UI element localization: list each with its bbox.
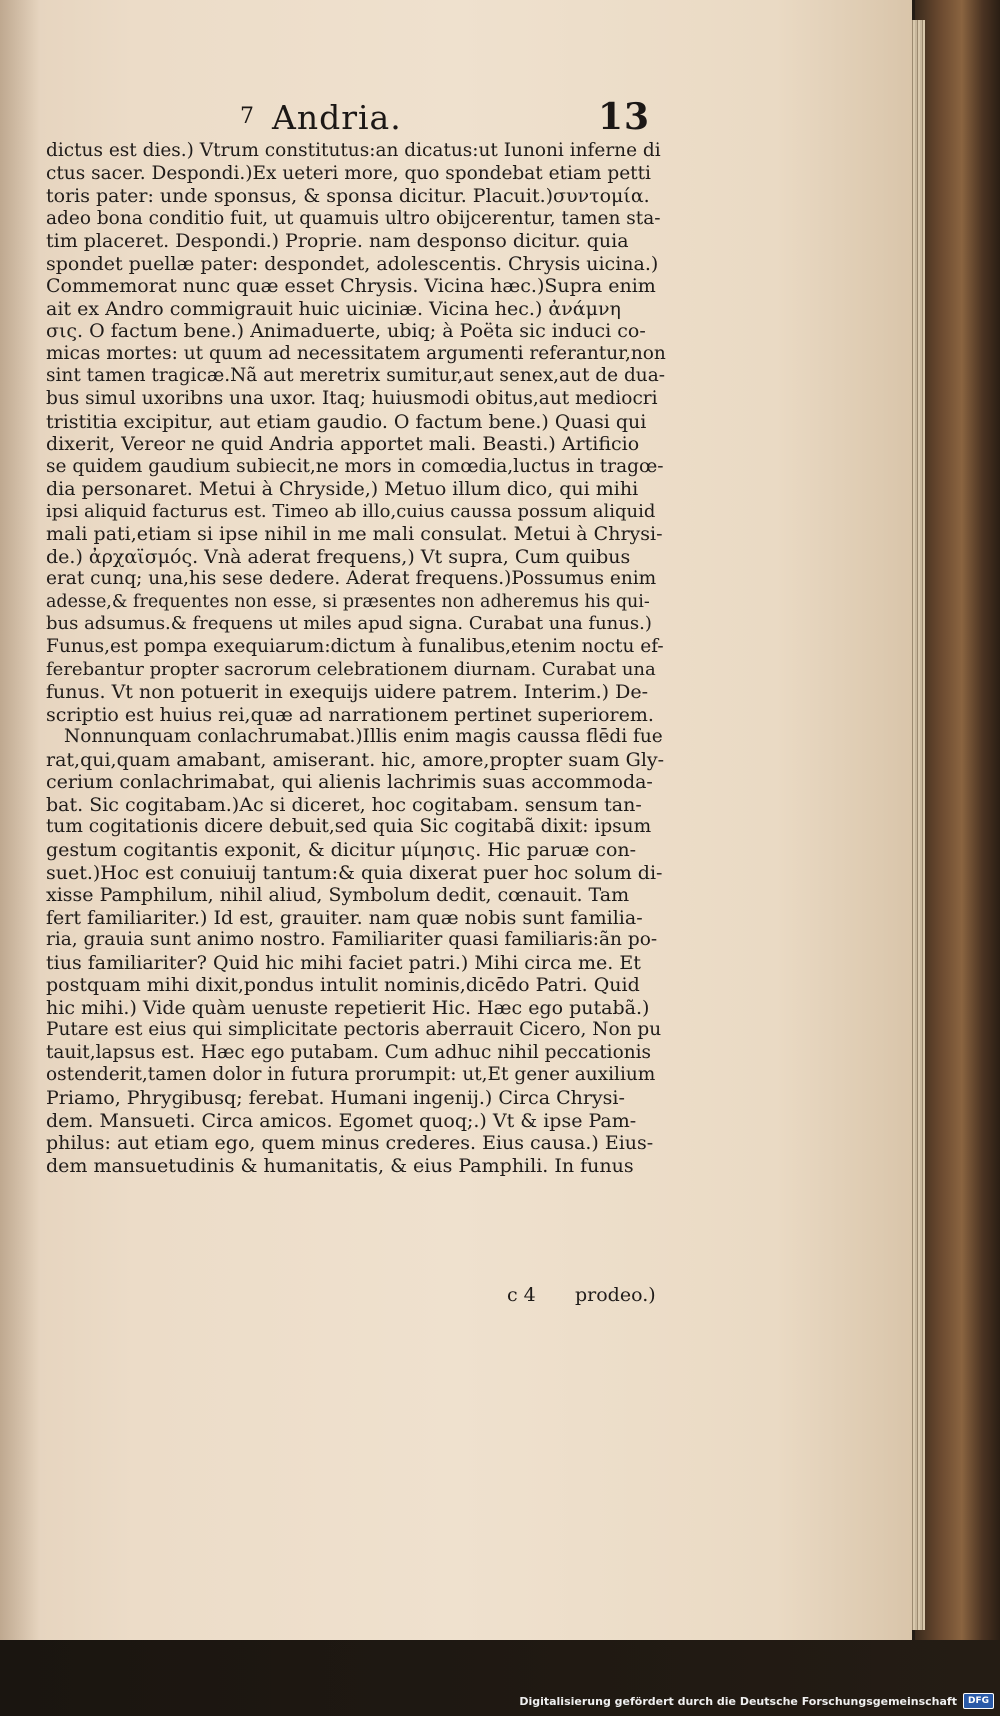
text-line: dem mansuetudinis & humanitatis, & eius Pamphili. In funus [46,1154,634,1177]
text-line: micas mortes: ut quum ad necessitatem argumenti referantur,non [46,342,666,364]
text-line: rat,qui,quam amabant, amiserant. hic, amore,propter suam Gly- [46,748,665,771]
text-line: bat. Sic cogitabam.)Ac si diceret, hoc cogitabam. sensum tan- [46,793,642,816]
text-line: cerium conlachrimabat, qui alienis lachrimis suas accommoda- [46,771,653,794]
text-line: tim placeret. Despondi.) Proprie. nam desponso dicitur. quia [46,230,629,253]
text-line: Funus,est pompa exequiarum:dictum à funalibus,etenim noctu ef- [46,636,664,658]
text-line: postquam mihi dixit,pondus intulit nominis,dicēdo Patri. Quid [46,974,640,997]
text-line: hic mihi.) Vide quàm uenuste repetierit Hic. Hæc ego putabã.) [46,996,650,1019]
text-line: σις. O factum bene.) Animaduerte, ubiq; à Poëta sic induci co- [46,320,646,343]
catchword: prodeo.) [575,1284,656,1306]
book-spine [915,0,1000,1640]
text-line: tius familiariter? Quid hic mihi faciet patri.) Mihi circa me. Et [46,951,641,974]
text-line: fert familiariter.) Id est, grauiter. nam quæ nobis sunt familia- [46,906,643,929]
text-line: ctus sacer. Despondi.)Ex ueteri more, quo spondebat etiam petti [46,162,651,184]
text-line: funus. Vt non potuerit in exequijs uidere patrem. Interim.) De- [46,681,649,704]
text-line: dixerit, Vereor ne quid Andria apportet mali. Beasti.) Artificio [46,433,640,456]
text-line: Commemorat nunc quæ esset Chrysis. Vicina hæc.)Supra enim [46,275,656,298]
text-line: ipsi aliquid facturus est. Timeo ab illo,cuius caussa possum aliquid [46,500,656,522]
text-line: philus: aut etiam ego, quem minus crederes. Eius causa.) Eius- [46,1132,654,1155]
text-line: Nonnunquam conlachrumabat.)Illis enim magis caussa flēdi fue [64,726,663,748]
text-line: bus simul uxoribns una uxor. Itaq; huiusmodi obitus,aut mediocri [46,388,658,410]
text-line: bus adsumus.& frequens ut miles apud signa. Curabat una funus.) [46,613,652,635]
text-line: ferebantur propter sacrorum celebrationem diurnam. Curabat una [46,658,656,680]
text-line: suet.)Hoc est conuiuij tantum:& quia dixerat puer hoc solum di- [46,861,663,884]
text-line: sint tamen tragicæ.Nã aut meretrix sumitur,aut senex,aut de dua- [46,365,665,387]
header-mark: 7 [240,104,255,129]
text-line: ostenderit,tamen dolor in futura prorumpit: ut,Et gener auxilium [46,1064,656,1086]
text-line: gestum cogitantis exponit, & dicitur μίμησις. Hic paruæ con- [46,838,637,861]
text-line: tum cogitationis dicere debuit,sed quia Sic cogitabã dixit: ipsum [46,816,652,838]
text-line: tauit,lapsus est. Hæc ego putabam. Cum adhuc nihil peccationis [46,1041,652,1063]
text-line: mali pati,etiam si ipse nihil in me mali consulat. Metui à Chrysi- [46,523,663,546]
text-line: toris pater: unde sponsus, & sponsa dicitur. Placuit.)συντομία. [46,185,650,208]
digitization-footer [519,1692,994,1710]
text-line: de.) ἀρχαϊσμός. Vnà aderat frequens,) Vt supra, Cum quibus [46,545,631,568]
text-line: ait ex Andro commigrauit huic uiciniæ. Vicina hec.) ἀνάμνη [46,297,621,320]
text-line: Priamo, Phrygibusq; ferebat. Humani ingenij.) Circa Chrysi- [46,1086,625,1109]
text-line: adesse,& frequentes non esse, si præsentes non adheremus his qui- [46,591,650,612]
footer-text: Digitalisierung gefördert durch die Deutsche Forschungsgemeinschaft [519,1694,957,1708]
dfg-logo: DFG [963,1693,994,1709]
text-block [46,140,666,1177]
text-line: spondet puellæ pater: despondet, adolescentis. Chrysis uicina.) [46,252,659,275]
page-number: 13 [598,96,651,138]
text-line: dia personaret. Metui à Chryside,) Metuo illum dico, qui mihi [46,478,639,501]
text-line: ria, grauia sunt animo nostro. Familiariter quasi familiaris:ãn po- [46,929,658,951]
text-line: adeo bona conditio fuit, ut quamuis ultro obijcerentur, tamen sta- [46,207,661,229]
text-line: Putare est eius qui simplicitate pectoris aberrauit Cicero, Non pu [46,1019,662,1041]
text-line: se quidem gaudium subiecit,ne mors in comœdia,luctus in tragœ- [46,455,664,477]
signature-mark: c 4 [507,1284,536,1306]
text-line: dictus est dies.) Vtrum constitutus:an dicatus:ut Iunoni inferne di [46,140,661,161]
text-line: scriptio est huius rei,quæ ad narrationem pertinet superiorem. [46,703,654,726]
header-title: Andria. [272,98,402,137]
text-line: erat cunq; una,his sese dedere. Aderat frequens.)Possumus enim [46,568,657,590]
text-line: xisse Pamphilum, nihil aliud, Symbolum dedit, cœnauit. Tam [46,884,630,907]
text-line: tristitia excipitur, aut etiam gaudio. O factum bene.) Quasi qui [46,410,647,433]
text-line: dem. Mansueti. Circa amicos. Egomet quoq;.) Vt & ipse Pam- [46,1109,637,1132]
